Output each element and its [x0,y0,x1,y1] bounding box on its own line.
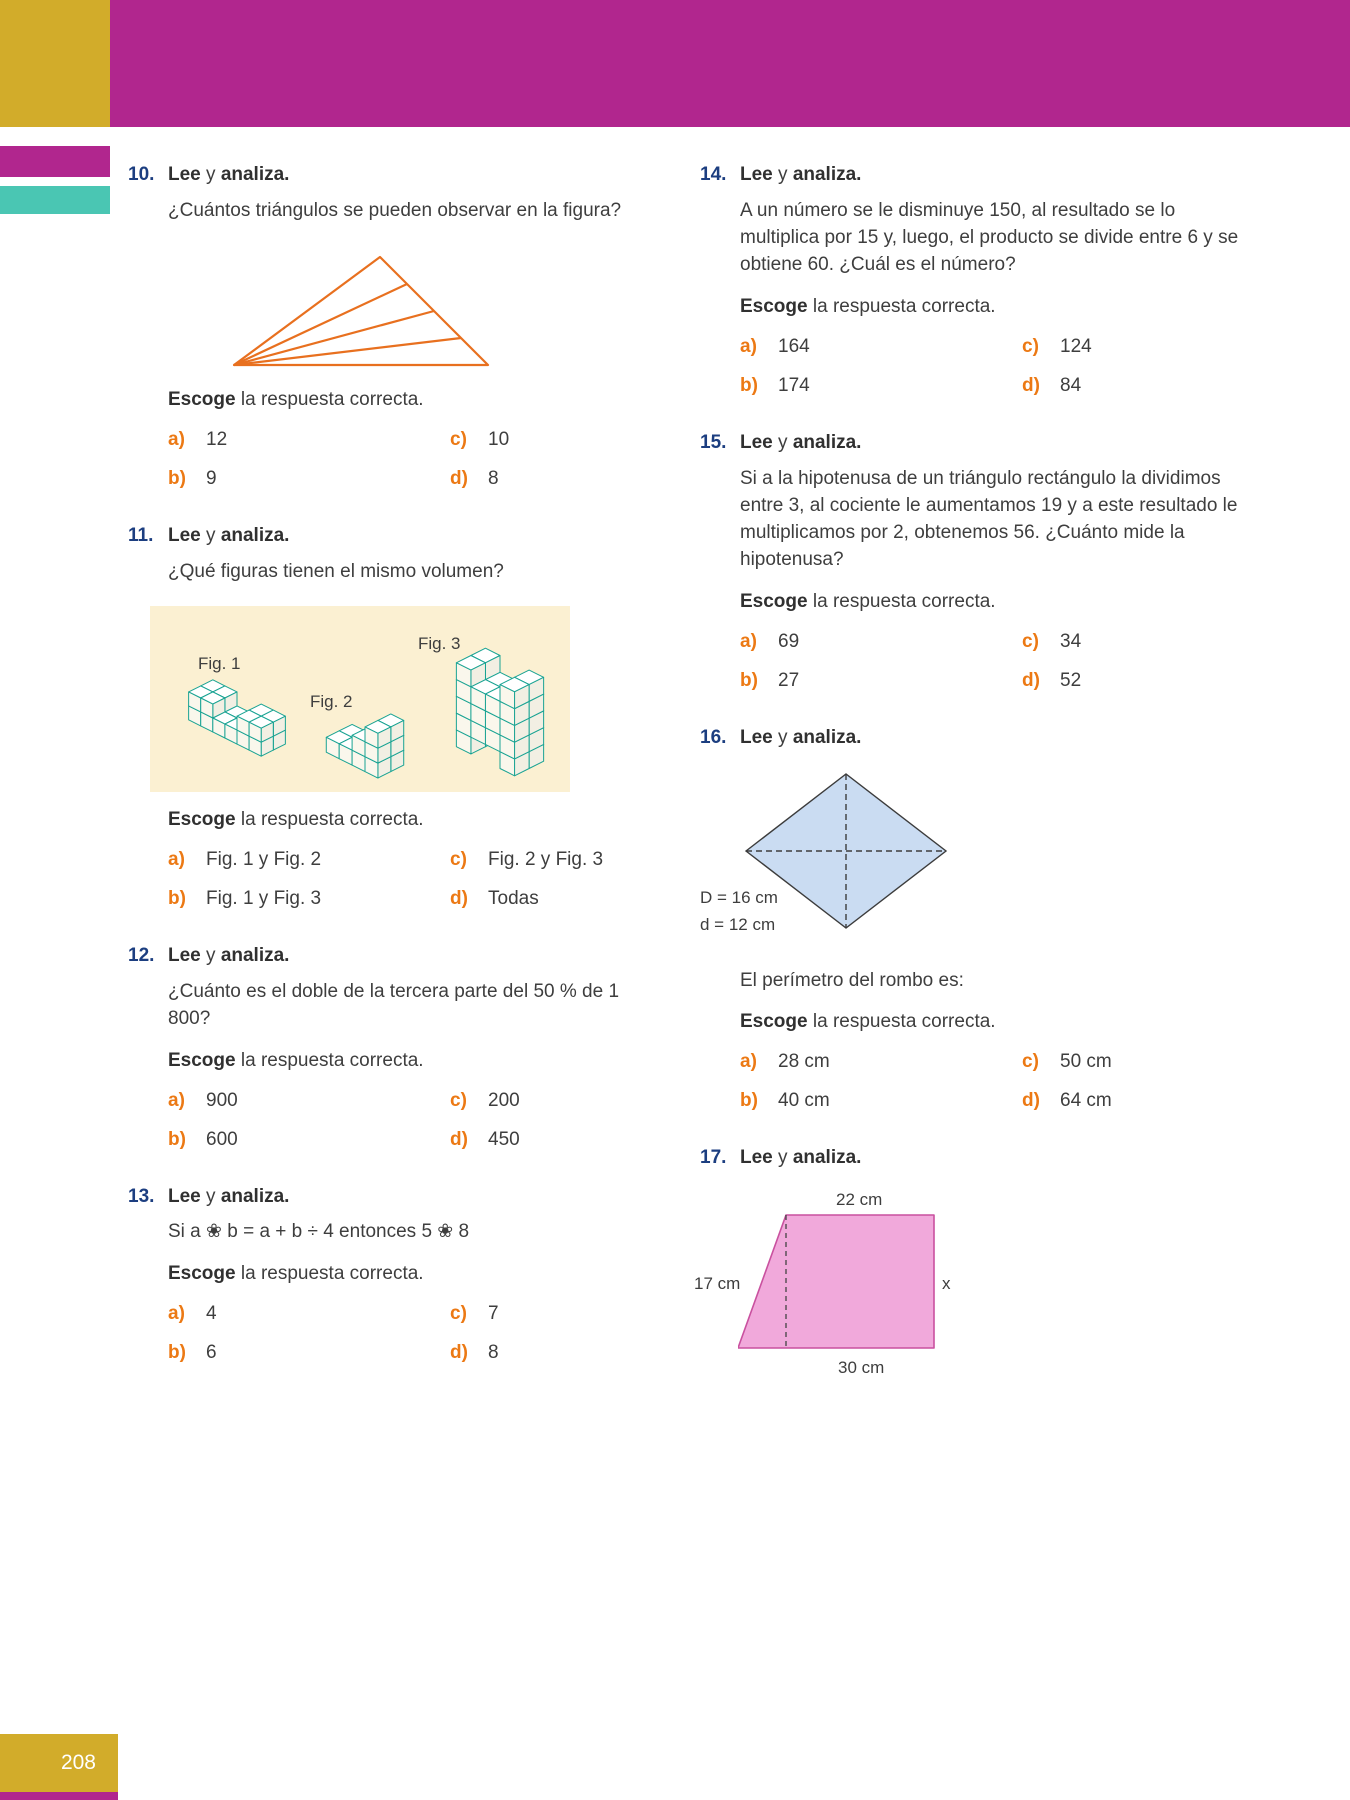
title-lee: Lee [168,524,201,546]
escoge-rest: la respuesta correcta. [807,1011,996,1033]
options [168,1088,668,1154]
escoge-word: Escoge [168,1263,236,1285]
title-lee: Lee [168,944,201,966]
title-analiza: analiza. [220,164,290,185]
left-side-label: 17 cm [694,1274,741,1294]
option-a: a) Fig. 1 y Fig. 2 [168,848,322,870]
fig1-label: Fig. 1 [198,653,241,673]
option-b: b) Fig. 1 y Fig. 3 [168,887,322,909]
option-c: c) 7 [450,1303,499,1325]
problem-title [168,1184,668,1211]
problem-number: 16. [700,726,727,748]
title-y: y [206,164,216,185]
problem-number: 14. [700,164,727,185]
title-y: y [206,944,216,966]
escoge-line [740,294,1252,321]
diagonal-D-label: D = 16 cm [700,887,778,907]
option-d: d) 8 [450,1342,499,1364]
fig1-cubes [166,678,308,758]
escoge-rest: la respuesta correcta. [235,1263,424,1285]
bottom-side-label: 30 cm [838,1358,885,1378]
escoge-line [168,387,668,414]
option-b: b) 40 cm [740,1090,830,1112]
question-text: A un número se le disminuye 150, al resultado se lo multiplica por 15 y, luego, el producto se divide entre 6 y se obtiene 60. ¿Cuál es el número? [740,199,1239,275]
option-a: a) 28 cm [740,1051,830,1073]
escoge-word: Escoge [168,1049,236,1071]
triangle-figure [230,247,500,372]
option-d: d) 52 [1022,669,1082,691]
trapezoid-figure [694,1190,1252,1400]
escoge-line [168,1261,668,1288]
problem-title [740,162,1252,189]
escoge-line [740,589,1252,616]
problem-12 [128,943,668,1154]
problem-11 [128,523,668,913]
option-d: d) 450 [450,1128,520,1150]
fig2-cubes [316,712,414,780]
option-a: a) 12 [168,428,228,450]
option-b: b) 27 [740,669,800,691]
page-number: 208 [60,1751,96,1774]
escoge-line [168,807,668,834]
title-y: y [778,1147,788,1169]
question-text: ¿Cuántos triángulos se pueden observar en la figura? [168,199,622,221]
footer-magenta-strip [0,1792,118,1800]
escoge-rest: la respuesta correcta. [235,808,424,830]
option-c: c) 50 cm [1022,1051,1112,1073]
header-gold-block [0,0,110,127]
right-column [694,162,1252,1430]
fig2-label: Fig. 2 [310,691,353,711]
trapezoid-shape [738,1215,934,1348]
question-text: ¿Cuánto es el doble de la tercera parte del 50 % de 1 800? [168,980,620,1029]
title-analiza: analiza. [792,164,862,185]
left-teal-tab [0,186,110,214]
problem-number: 15. [700,431,727,453]
options [740,629,1252,695]
problem-title [740,430,1252,457]
title-y: y [206,524,216,546]
left-column [128,162,668,1397]
top-side-label: 22 cm [836,1190,883,1210]
problem-title [168,943,668,970]
question-text: ¿Qué figuras tienen el mismo volumen? [168,560,504,582]
option-d: d) 64 cm [1022,1090,1112,1112]
right-side-label: x [942,1274,951,1294]
after-figure-text: El perímetro del rombo es: [740,969,964,991]
title-analiza: analiza. [792,726,862,748]
escoge-word: Escoge [740,590,808,612]
option-c: c) 10 [450,428,510,450]
title-y: y [778,431,788,453]
page-number-tab [0,1734,118,1792]
question-text: Si a ❀ b = a + b ÷ 4 entonces 5 ❀ 8 [168,1221,470,1243]
left-magenta-tab [0,146,110,177]
title-analiza: analiza. [220,524,290,546]
problem-title [168,162,668,189]
problem-number: 10. [128,164,155,185]
title-lee: Lee [740,1147,773,1169]
options [740,334,1252,400]
problem-15 [700,430,1252,695]
trapezoid-drawing [738,1214,938,1350]
fig3-cubes [448,646,552,778]
title-analiza: analiza. [792,431,862,453]
question-text: Si a la hipotenusa de un triángulo rectángulo la dividimos entre 3, al cociente le aumentamos 19 y a este resultado le multiplicamos por 2, obtenemos 56. ¿Cuánto mide la hipotenusa? [740,467,1238,570]
option-b: b) 174 [740,374,810,396]
diagonal-d-label: d = 12 cm [700,914,776,934]
option-a: a) 900 [168,1089,238,1111]
title-analiza: analiza. [792,1147,862,1169]
escoge-line [168,1048,668,1075]
option-a: a) 4 [168,1303,217,1325]
escoge-word: Escoge [740,295,808,317]
fig3-label: Fig. 3 [418,633,461,653]
options [168,847,668,913]
escoge-line [740,1009,1252,1036]
options [168,1301,668,1367]
title-analiza: analiza. [220,1185,290,1207]
title-y: y [206,1185,216,1207]
title-y: y [778,164,788,185]
options [740,1049,1252,1115]
options [168,427,668,493]
option-d: d) Todas [450,887,539,909]
option-c: c) 34 [1022,630,1082,652]
title-lee: Lee [740,431,773,453]
problem-title [740,1145,1252,1172]
header-magenta-band [110,0,1350,127]
problem-number: 11. [128,524,154,546]
title-lee: Lee [168,164,201,185]
rhombus-figure [700,768,1252,946]
problem-17 [694,1145,1252,1400]
option-a: a) 69 [740,630,800,652]
option-d: d) 8 [450,467,499,489]
problem-number: 17. [700,1147,727,1169]
problem-10 [128,162,668,493]
option-b: b) 600 [168,1128,238,1150]
problem-13 [128,1184,668,1368]
escoge-word: Escoge [740,1011,808,1033]
escoge-word: Escoge [168,808,236,830]
volume-figures-box [150,606,570,792]
escoge-rest: la respuesta correcta. [807,590,996,612]
problem-16 [700,725,1252,1116]
title-lee: Lee [740,164,773,185]
problem-number: 12. [128,944,155,966]
escoge-rest: la respuesta correcta. [235,1049,424,1071]
option-b: b) 6 [168,1342,217,1364]
escoge-word: Escoge [168,388,236,410]
option-a: a) 164 [740,335,810,357]
title-lee: Lee [740,726,773,748]
option-b: b) 9 [168,467,217,489]
title-analiza: analiza. [220,944,290,966]
option-c: c) 124 [1022,335,1092,357]
option-c: c) Fig. 2 y Fig. 3 [450,848,604,870]
escoge-rest: la respuesta correcta. [807,295,996,317]
problem-number: 13. [128,1185,155,1207]
problem-title [740,725,1252,752]
option-c: c) 200 [450,1089,520,1111]
problem-14 [700,162,1252,400]
title-y: y [778,726,788,748]
option-d: d) 84 [1022,374,1082,396]
title-lee: Lee [168,1185,201,1207]
escoge-rest: la respuesta correcta. [235,388,424,410]
problem-title [168,523,668,550]
